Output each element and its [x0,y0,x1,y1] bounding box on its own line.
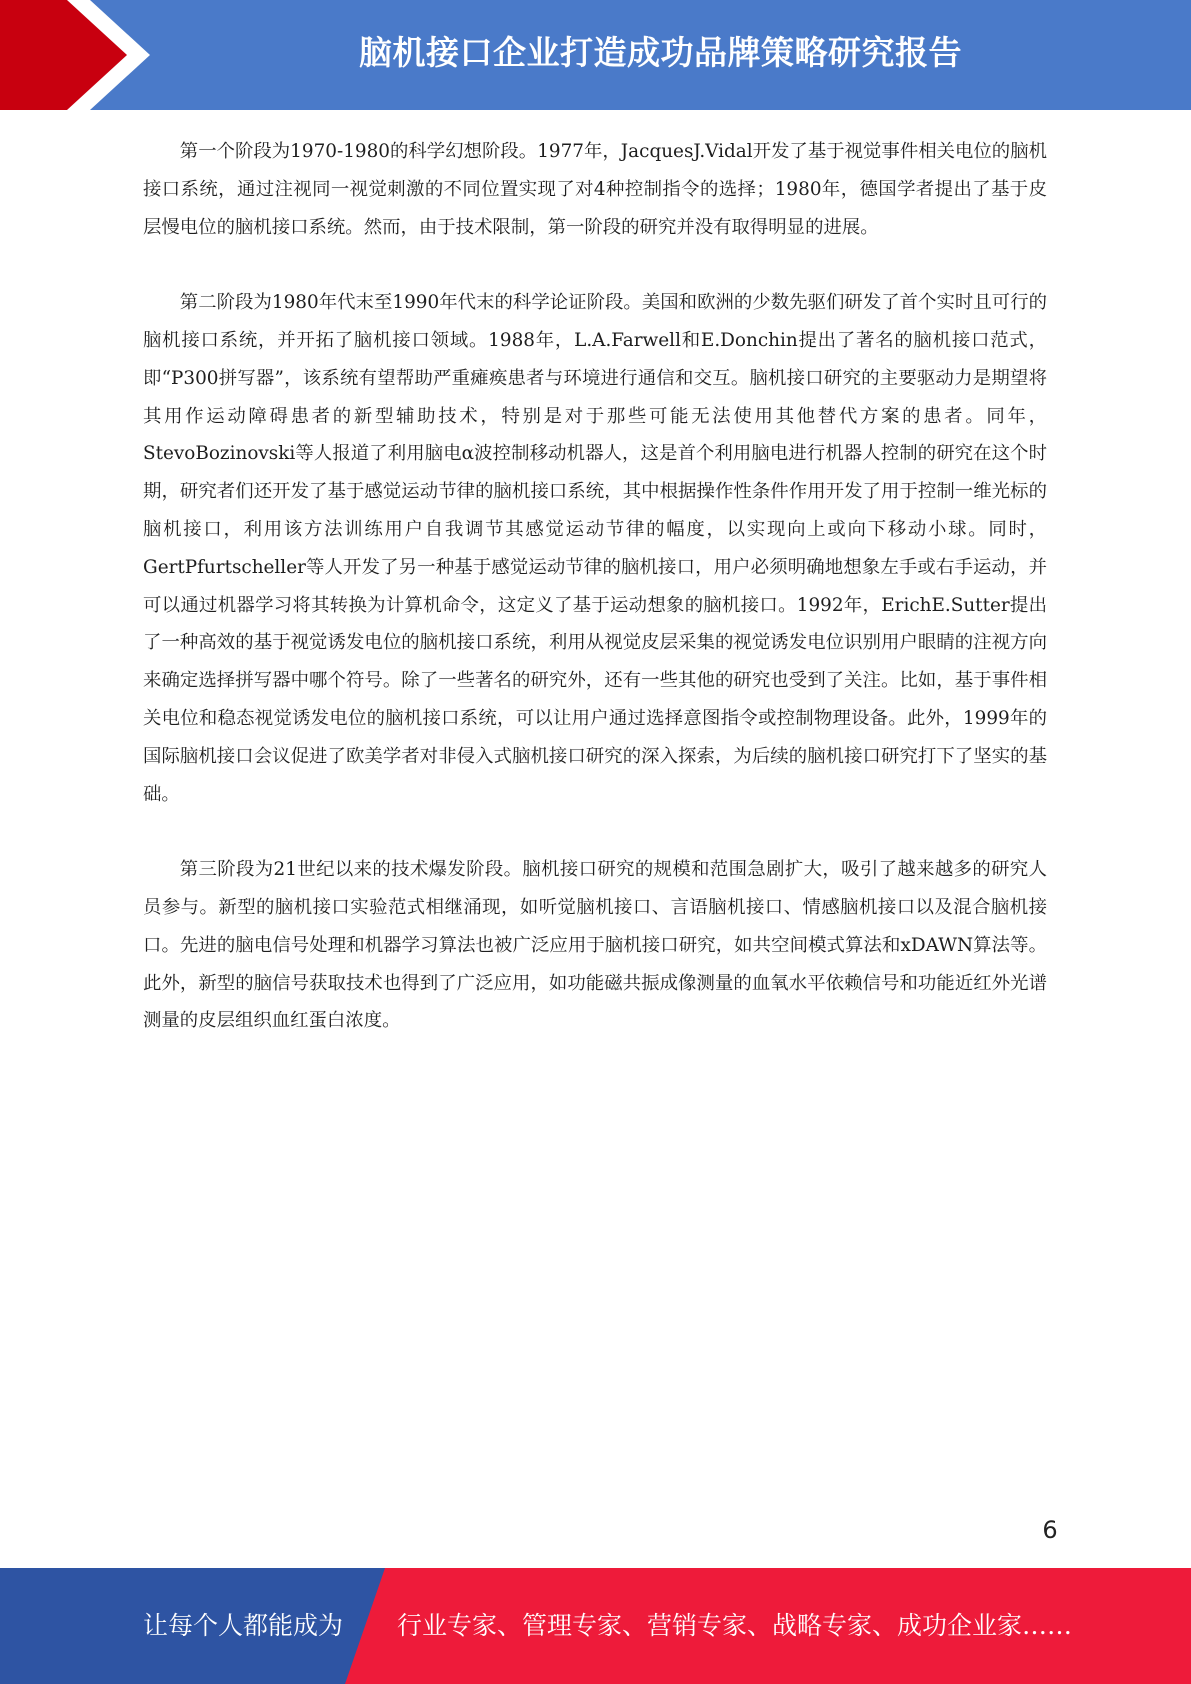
report-header [0,0,1191,110]
paragraph-stage-three: 第三阶段为21世纪以来的技术爆发阶段。脑机接口研究的规模和范围急剧扩大，吸引了越来越多的研究人员参与。新型的脑机接口实验范式相继涌现，如听觉脑机接口、言语脑机接口、情感脑机接口以及混合脑机接口。先进的脑电信号处理和机器学习算法也被广泛应用于脑机接口研究，如共空间模式算法和xDAWN算法等。此外，新型的脑信号获取技术也得到了广泛应用，如功能磁共振成像测量的血氧水平依赖信号和功能近红外光谱测量的皮层组织血红蛋白浓度。 [143,859,1047,1032]
header-arrow-decoration [0,0,160,110]
footer-slogan-right: 行业专家、管理专家、营销专家、战略专家、成功企业家…… [397,1611,1073,1640]
footer-slogan-left: 让每个人都能成为 [143,1611,344,1640]
page-number: 6 [1042,1516,1058,1544]
report-footer [0,1568,1191,1684]
paragraph-stage-two: 第二阶段为1980年代末至1990年代末的科学论证阶段。美国和欧洲的少数先驱们研发了首个实时且可行的脑机接口系统，并开拓了脑机接口领域。1988年，L.A.Farwell和E.Donchin提出了著名的脑机接口范式，即“P300拼写器”，该系统有望帮助严重瘫痪患者与环境进行通信和交互。脑机接口研究的主要驱动力是期望将其用作运动障碍患者的新型辅助技术，特别是对于那些可能无法使用其他替代方案的患者。同年，StevoBozinovski等人报道了利用脑电α波控制移动机器人，这是首个利用脑电进行机器人控制的研究在这个时期，研究者们还开发了基于感觉运动节律的脑机接口系统，其中根据操作性条件作用开发了用于控制一维光标的脑机接口，利用该方法训练用户自我调节其感觉运动节律的幅度，以实现向上或向下移动小球。同时，GertPfurtscheller等人开发了另一种基于感觉运动节律的脑机接口，用户必须明确地想象左手或右手运动，并可以通过机器学习将其转换为计算机命令，这定义了基于运动想象的脑机接口。1992年，ErichE.Sutter提出了一种高效的基于视觉诱发电位的脑机接口系统，利用从视觉皮层采集的视觉诱发电位识别用户眼睛的注视方向来确定选择拼写器中哪个符号。除了一些著名的研究外，还有一些其他的研究也受到了关注。比如，基于事件相关电位和稳态视觉诱发电位的脑机接口系统，可以让用户通过选择意图指令或控制物理设备。此外，1999年的国际脑机接口会议促进了欧美学者对非侵入式脑机接口研究的深入探索，为后续的脑机接口研究打下了坚实的基础。 [143,292,1048,805]
report-title: 脑机接口企业打造成功品牌策略研究报告 [359,33,962,72]
paragraph-stage-one: 第一个阶段为1970-1980的科学幻想阶段。1977年，JacquesJ.Vidal开发了基于视觉事件相关电位的脑机接口系统，通过注视同一视觉刺激的不同位置实现了对4种控制指令的选择；1980年，德国学者提出了基于皮层慢电位的脑机接口系统。然而，由于技术限制，第一阶段的研究并没有取得明显的进展。 [143,141,1047,238]
report-body [143,133,1047,1078]
